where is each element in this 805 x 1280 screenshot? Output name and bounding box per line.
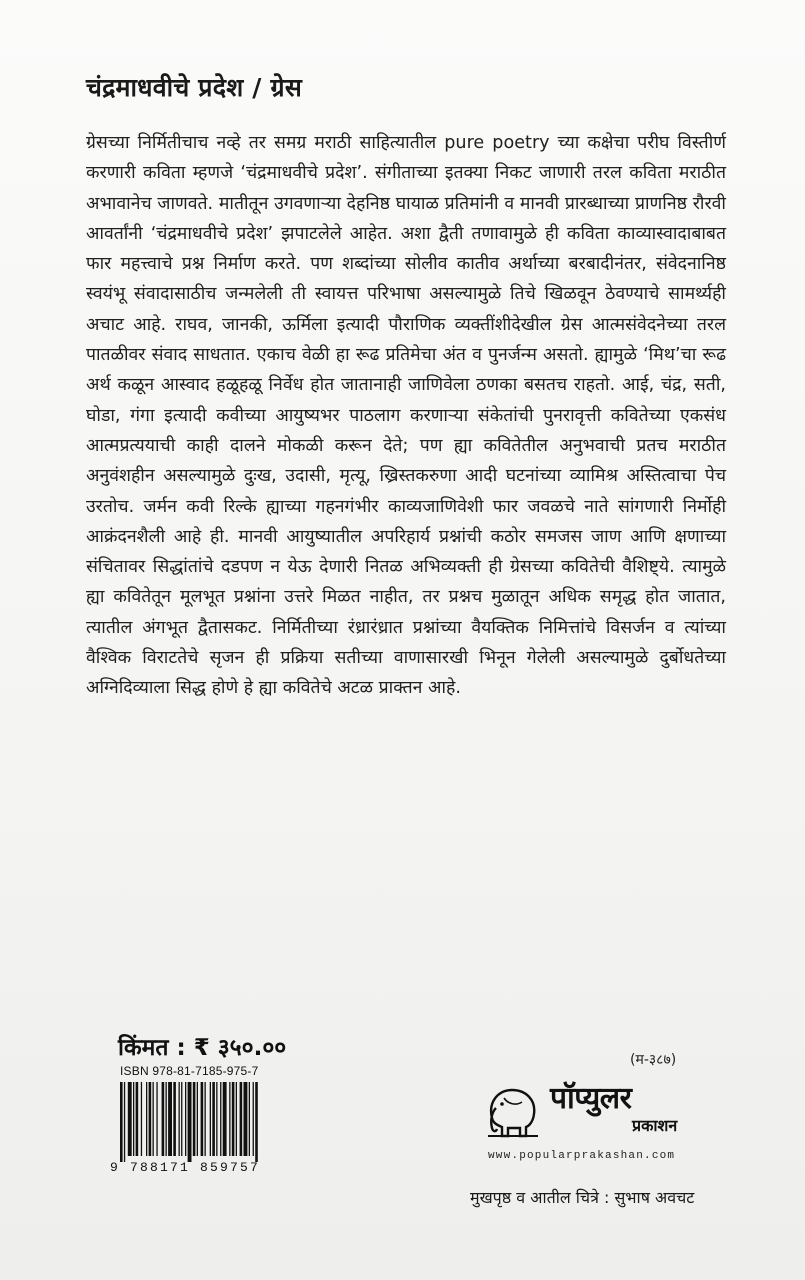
- barcode-digits: 9 788171 859757: [110, 1160, 261, 1175]
- publisher-website: www.popularprakashan.com: [488, 1150, 676, 1162]
- price-label: किंमत : ₹ ३५०.००: [118, 1035, 287, 1061]
- elephant-icon: [482, 1078, 542, 1140]
- publisher-logo: [482, 1078, 722, 1148]
- publisher-subtitle: प्रकाशन: [632, 1116, 678, 1135]
- publisher-name: पॉप्युलर: [550, 1081, 632, 1116]
- blurb-text: ग्रेसच्या निर्मितीचाच नव्हे तर समग्र मराठी साहित्यातील pure poetry च्या कक्षेचा परीघ विस्तीर्ण करणारी कविता म्हणजे ‘चंद्रमाधवीचे प्रदेश’. संगीताच्या इतक्या निकट जाणारी तरल कविता मराठीत अभावानेच जाणवते. मातीतून उगवणाऱ्या देहनिष्ठ घायाळ प्रतिमांनी व मानवी प्रारब्धाच्या प्राणनिष्ठ रौरवी आवर्तांनी ‘चंद्रमाधवीचे प्रदेश’ झपाटलेले आहेत. अशा द्वैती तणावामुळे ही कविता काव्यास्वादाबाबत फार महत्त्वाचे प्रश्न निर्माण करते. पण शब्दांच्या सोलीव कातीव अर्थाच्या बरबादीनंतर, संवेदनानिष्ठ स्वयंभू संवादासाठीच जन्मलेली ती स्वायत्त परिभाषा असल्यामुळे तिचे खिळवून ठेवण्याचे सामर्थ्यही अचाट आहे. राघव, जानकी, ऊर्मिला इत्यादी पौराणिक व्यक्तींशीदेखील ग्रेस आत्मसंवेदनेच्या तरल पातळीवर संवाद साधतात. एकाच वेळी हा रूढ प्रतिमेचा अंत व पुनर्जन्म असतो. ह्यामुळे ‘मिथ’चा रूढ अर्थ कळून आस्वाद हळूहळू निर्वेध होत जातानाही जाणिवेला ठणका बसतच राहतो. आई, चंद्र, सती, घोडा, गंगा इत्यादी कवीच्या आयुष्यभर पाठलाग करणाऱ्या संकेतांची पुनरावृत्ती कवितेच्या एकसंध आत्मप्रत्ययाची काही दालने मोकळी करून देते; पण ह्या कवितेतील अनुभवाची प्रतच मराठीत अनुवंशहीन असल्यामुळे दुःख, उदासी, मृत्यू, ख्रिस्तकरुणा आदी घटनांच्या व्यामिश्र अस्तित्वाचा पेच उरतोच. जर्मन कवी रिल्के ह्याच्या गहनगंभीर काव्यजाणिवेशी फार जवळचे नाते सांगणारी निर्मोही आक्रंदनशैली आहे ही. मानवी आयुष्यातील अपरिहार्य प्रश्नांची कठोर समजस जाण आणि क्षणाच्या संचितावर सिद्धांतांचे दडपण न येऊ देणारी नितळ अभिव्यक्ती ही ग्रेसच्या कवितेची वैशिष्ट्ये. त्यामुळे ह्या कवितेतून मूलभूत प्रश्नांना उत्तरे मिळत नाहीत, तर प्रश्नच मुळातून अधिक समृद्ध होत जातात, त्यातील अंगभूत द्वैतासकट. निर्मितीच्या रंध्रारंध्रात प्रश्नांच्या वैयक्तिक निमित्तांचे विसर्जन व त्यांच्या वैश्विक विराटतेचे सृजन ही प्रक्रिया सतीच्या वाणासारखी भिनून गेलेली असल्यामुळे दुर्बोधतेच्या अग्निदिव्याला सिद्ध होणे हे ह्या कवितेचे अटळ प्राक्तन आहे.: [86, 133, 726, 699]
- barcode: [118, 1082, 313, 1162]
- isbn-label: ISBN 978-81-7185-975-7: [120, 1064, 259, 1078]
- book-title: चंद्रमाधवीचे प्रदेश / ग्रेस: [86, 73, 302, 102]
- series-number: (म-३८७): [630, 1052, 677, 1068]
- illustration-credit: मुखपृष्ठ व आतील चित्रे : सुभाष अवचट: [470, 1188, 695, 1207]
